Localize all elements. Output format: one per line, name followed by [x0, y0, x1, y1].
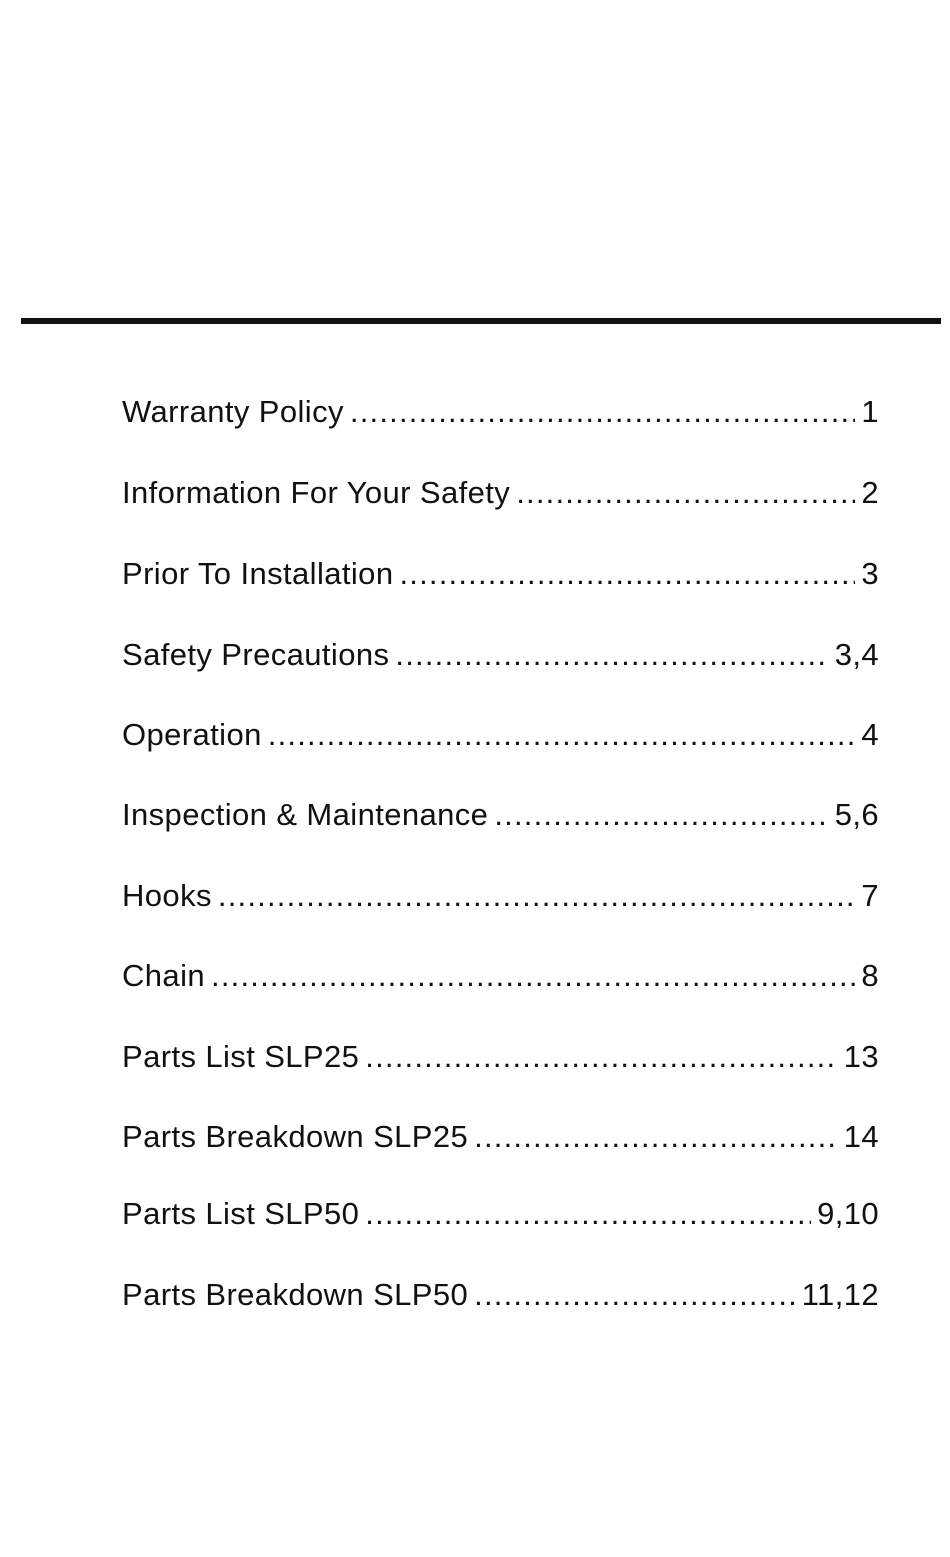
- toc-entry-page: 1: [861, 394, 879, 429]
- toc-entry-safety-precautions[interactable]: [122, 637, 879, 677]
- toc-entry-page: 14: [843, 1119, 879, 1154]
- toc-entry-title: Prior To Installation: [122, 556, 394, 591]
- toc-entry-page: 5,6: [834, 797, 879, 832]
- toc-entry-page: 2: [861, 475, 879, 510]
- toc-entry-title: Parts List SLP25: [122, 1039, 360, 1074]
- dot-leader: [365, 1196, 811, 1232]
- toc-entry-parts-list-slp50[interactable]: [122, 1196, 879, 1236]
- toc-entry-page: 13: [843, 1039, 879, 1074]
- toc-entry-title: Chain: [122, 958, 205, 993]
- toc-entry-title: Parts List SLP50: [122, 1196, 360, 1231]
- dot-leader: [365, 1039, 837, 1075]
- dot-leader: [516, 475, 855, 511]
- toc-entry-page: 8: [861, 958, 879, 993]
- toc-entry-page: 4: [861, 717, 879, 752]
- dot-leader: [350, 394, 855, 430]
- dot-leader: [268, 717, 856, 753]
- toc-entry-title: Operation: [122, 717, 262, 752]
- toc-entry-parts-list-slp25[interactable]: [122, 1039, 879, 1079]
- toc-entry-parts-breakdown-slp25[interactable]: [122, 1119, 879, 1159]
- toc-entry-page: 9,10: [817, 1196, 879, 1231]
- toc-entry-prior-to-installation[interactable]: [122, 556, 879, 596]
- toc-entry-title: Safety Precautions: [122, 637, 390, 672]
- dot-leader: [474, 1119, 838, 1155]
- dot-leader: [211, 958, 855, 994]
- dot-leader: [474, 1277, 796, 1313]
- toc-entry-page: 3: [861, 556, 879, 591]
- dot-leader: [494, 797, 828, 833]
- dot-leader: [399, 556, 855, 592]
- header-rule: [21, 318, 941, 324]
- toc-entry-parts-breakdown-slp50[interactable]: [122, 1277, 879, 1317]
- toc-entry-inspection-maintenance[interactable]: [122, 797, 879, 837]
- toc-entry-page: 3,4: [834, 637, 879, 672]
- toc-entry-warranty-policy[interactable]: [122, 394, 879, 434]
- toc-entry-hooks[interactable]: [122, 878, 879, 918]
- dot-leader: [395, 637, 828, 673]
- toc-entry-title: Parts Breakdown SLP25: [122, 1119, 469, 1154]
- toc-entry-page: 11,12: [801, 1277, 879, 1312]
- toc-entry-title: Hooks: [122, 878, 212, 913]
- toc-entry-information-for-your-safety[interactable]: [122, 475, 879, 515]
- toc-entry-chain[interactable]: [122, 958, 879, 998]
- toc-entry-operation[interactable]: [122, 717, 879, 757]
- toc-entry-title: Parts Breakdown SLP50: [122, 1277, 469, 1312]
- toc-entry-title: Inspection & Maintenance: [122, 797, 489, 832]
- toc-entry-page: 7: [861, 878, 879, 913]
- toc-entry-title: Warranty Policy: [122, 394, 344, 429]
- toc-entry-title: Information For Your Safety: [122, 475, 511, 510]
- dot-leader: [218, 878, 855, 914]
